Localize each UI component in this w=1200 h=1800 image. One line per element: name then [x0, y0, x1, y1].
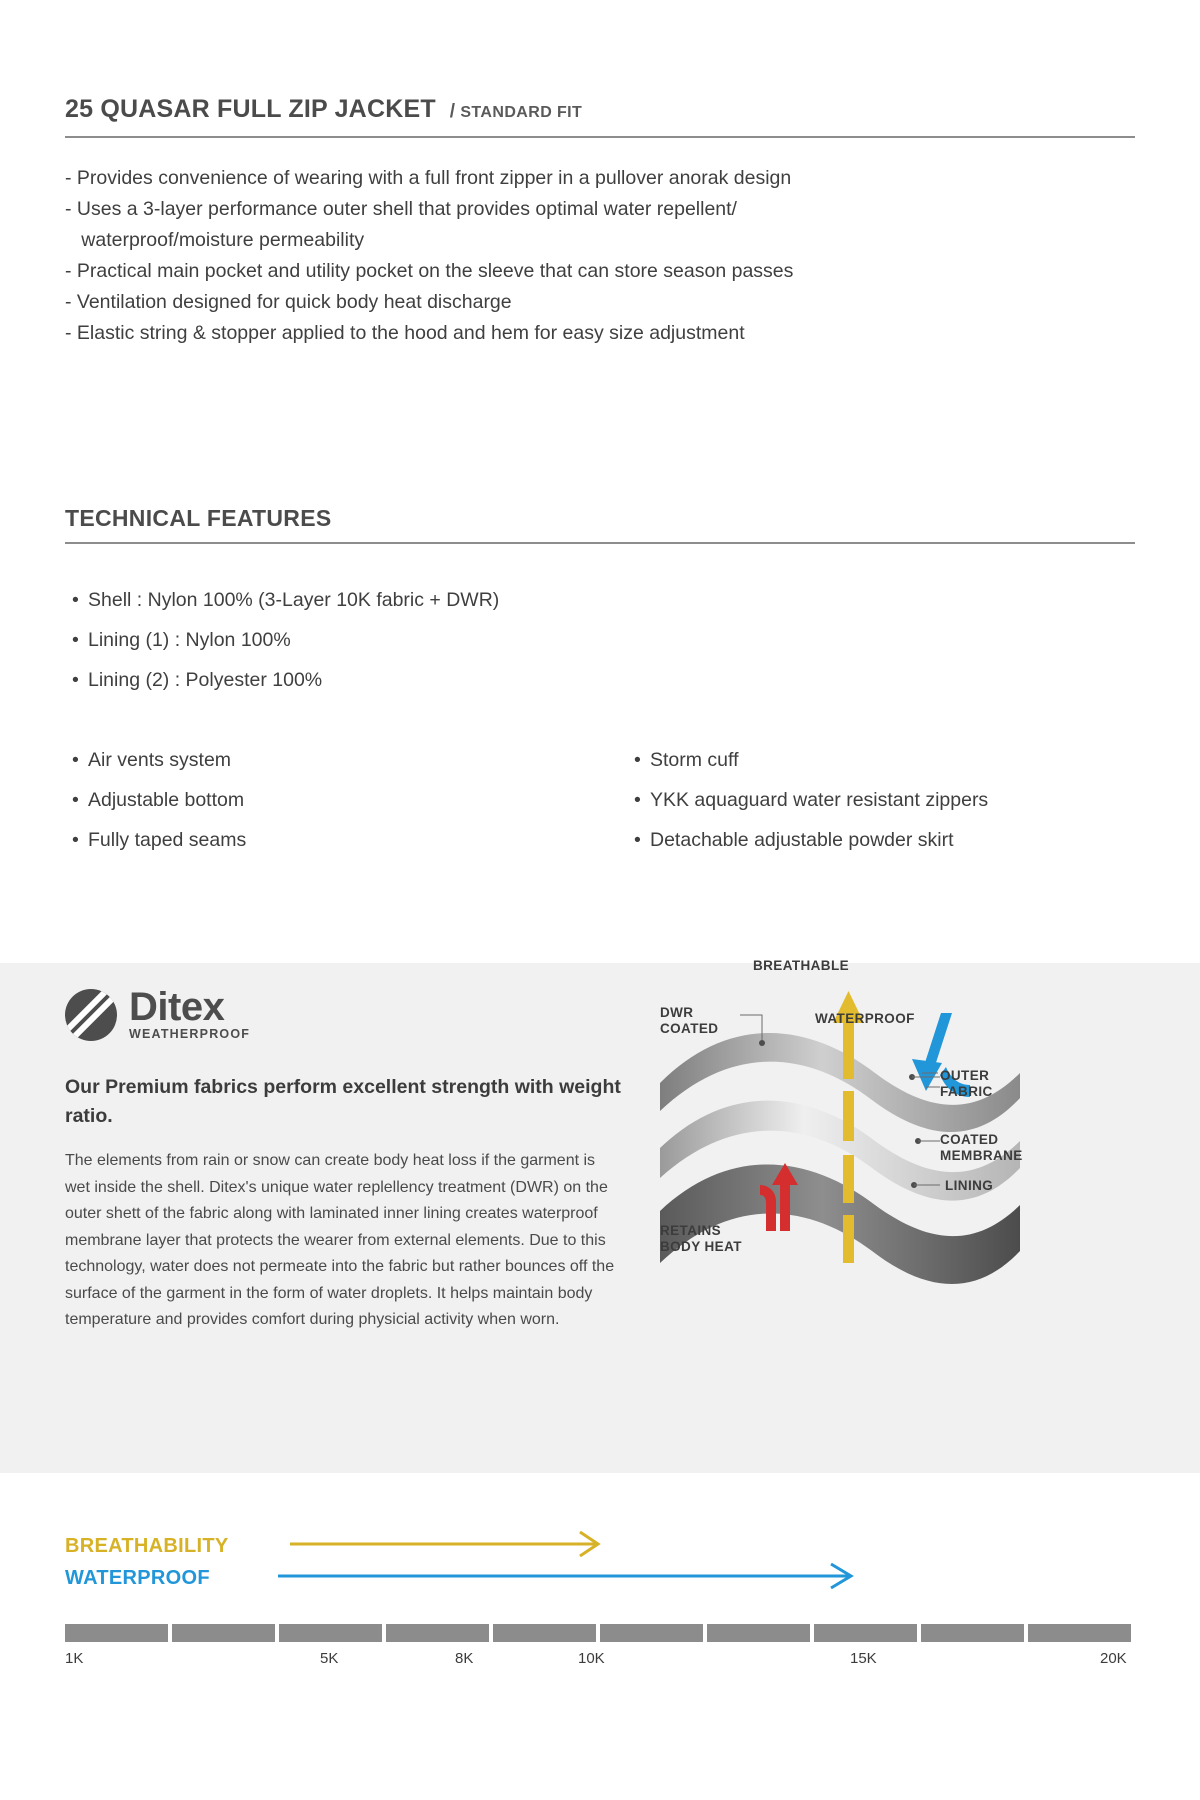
- product-feature-list: [65, 163, 1145, 349]
- outer-fabric-line1: OUTER: [940, 1068, 990, 1083]
- ditex-logo-text: [129, 985, 251, 1041]
- list-item: [72, 620, 672, 660]
- fabric-layer-diagram: [640, 958, 1200, 1473]
- section-title: TECHNICAL FEATURES: [65, 505, 332, 531]
- list-item: [634, 780, 1124, 820]
- tick-label: 1K: [65, 1650, 84, 1667]
- coated-membrane-line1: COATED: [940, 1132, 999, 1147]
- list-item: waterproof/moisture permeability: [65, 229, 365, 251]
- feature-text: Fully taped seams: [88, 829, 247, 851]
- outer-fabric-line2: FABRIC: [940, 1084, 993, 1099]
- technical-column-left: [72, 740, 562, 860]
- list-item: [72, 820, 562, 860]
- ditex-logo-icon: [65, 989, 117, 1041]
- bullet-icon: •: [72, 749, 79, 771]
- retains-line1: RETAINS: [660, 1223, 722, 1238]
- list-item: - Ventilation designed for quick body heat discharge: [65, 291, 512, 313]
- list-item: [72, 660, 672, 700]
- dwr-coated-line2: COATED: [660, 1021, 719, 1036]
- technical-features-header: [65, 505, 1135, 544]
- bullet-icon: •: [634, 749, 641, 771]
- bullet-icon: •: [634, 829, 641, 851]
- ditex-body-text: The elements from rain or snow can create body heat loss if the garment is wet inside the shell. Ditex's unique water replellency treatment (DWR) on the outer shett of the fabric along with laminated inner lining creates waterproof membrane layer that protects the wearer from external elements. Due to this technology, water does not permeate into the fabric but rather bounces off the surface of the garment in the form of water droplets. It helps maintain body temperature and provides comfort during physicial activity when worn.: [65, 1152, 615, 1328]
- rating-scale-track: [65, 1624, 1135, 1642]
- technical-column-right: [634, 740, 1124, 860]
- rating-scale-ticks: [0, 1650, 1200, 1674]
- dwr-coated-label: [660, 1005, 718, 1037]
- outer-fabric-label: [940, 1068, 993, 1100]
- material-text: Lining (2) : Polyester 100%: [88, 669, 323, 691]
- feature-text: Adjustable bottom: [88, 789, 245, 811]
- waterproof-rating-label: WATERPROOF: [65, 1567, 210, 1589]
- fit-label: [450, 101, 582, 123]
- materials-list: [72, 580, 672, 700]
- page-title: 25 QUASAR FULL ZIP JACKET: [65, 95, 436, 123]
- fit-separator: /: [449, 101, 456, 122]
- bullet-icon: •: [72, 789, 79, 811]
- tick-label: 5K: [320, 1650, 339, 1667]
- bullet-icon: •: [72, 629, 79, 651]
- tick-label: 8K: [455, 1650, 474, 1667]
- list-item: [72, 740, 562, 780]
- coated-membrane-label: [940, 1132, 1023, 1164]
- list-item: - Uses a 3-layer performance outer shell that provides optimal water repellent/: [65, 198, 737, 220]
- tick-label: 15K: [850, 1650, 877, 1667]
- lining-label: LINING: [945, 1178, 994, 1193]
- retains-line2: BODY HEAT: [660, 1239, 742, 1254]
- retains-body-heat-label: [660, 1223, 742, 1255]
- list-item: - Elastic string & stopper applied to the hood and hem for easy size adjustment: [65, 322, 745, 344]
- breathability-label: BREATHABILITY: [65, 1535, 229, 1557]
- feature-text: Storm cuff: [650, 749, 739, 771]
- ditex-headline: Our Premium fabrics perform excellent strength with weight ratio.: [65, 1076, 621, 1127]
- list-item: [72, 780, 562, 820]
- ditex-brand-name: Ditex: [129, 985, 225, 1029]
- list-item: [72, 580, 672, 620]
- feature-text: Air vents system: [88, 749, 232, 771]
- technical-feature-columns: [72, 740, 1132, 860]
- breathability-arrow-icon: [290, 1528, 610, 1558]
- fit-text: STANDARD FIT: [460, 104, 583, 121]
- coated-membrane-line2: MEMBRANE: [940, 1148, 1023, 1163]
- ditex-tagline: WEATHERPROOF: [129, 1027, 251, 1041]
- bullet-icon: •: [72, 669, 79, 691]
- bullet-icon: •: [72, 829, 79, 851]
- ditex-panel: [0, 958, 1200, 1473]
- product-header: [65, 95, 1135, 138]
- list-item: - Provides convenience of wearing with a full front zipper in a pullover anorak design: [65, 167, 792, 189]
- list-item: - Practical main pocket and utility pocket on the sleeve that can store season passes: [65, 260, 794, 282]
- feature-text: Detachable adjustable powder skirt: [650, 829, 954, 851]
- dwr-coated-line1: DWR: [660, 1005, 694, 1020]
- feature-text: YKK aquaguard water resistant zippers: [650, 789, 989, 811]
- tick-label: 20K: [1100, 1650, 1127, 1667]
- material-text: Lining (1) : Nylon 100%: [88, 629, 291, 651]
- tick-label: 10K: [578, 1650, 605, 1667]
- list-item: [634, 820, 1124, 860]
- bullet-icon: •: [634, 789, 641, 811]
- waterproof-arrow-icon: [278, 1560, 878, 1590]
- breathable-label: BREATHABLE: [753, 958, 849, 973]
- fabric-layer-svg: [640, 963, 1200, 1473]
- material-text: Shell : Nylon 100% (3-Layer 10K fabric + DWR): [88, 589, 500, 611]
- list-item: [634, 740, 1124, 780]
- bullet-icon: •: [72, 589, 79, 611]
- waterproof-label: WATERPROOF: [815, 1011, 915, 1026]
- ditex-logo: [65, 985, 251, 1041]
